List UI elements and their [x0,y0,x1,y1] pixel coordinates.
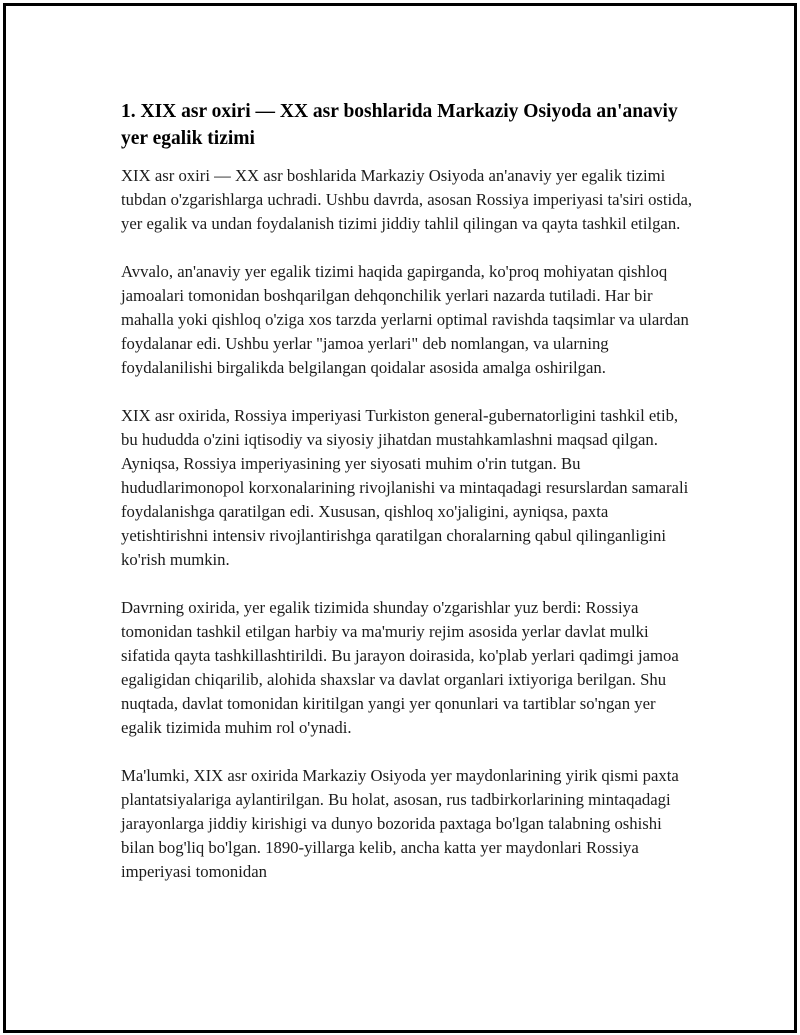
paragraph-3: XIX asr oxirida, Rossiya imperiyasi Turkiston general-gubernatorligini tashkil etib, bu hududda o'zini iqtisodiy va siyosiy jihatdan mustahkamlashni maqsad qilgan. Ayniqsa, Rossiya imperiyasining yer siyosati muhim o'rin tutgan. Bu hududlarimonopol korxonalarining rivojlanishi va mintaqadagi resurslardan samarali foydalanishga qaratilgan edi. Xususan, qishloq xo'jaligini, ayniqsa, paxta yetishtirishni intensiv rivojlantirishga qaratilgan choralarning qabul qilinganligini ko'rish mumkin. [121,406,689,569]
page-frame [3,3,797,1033]
paragraph-4: Davrning oxirida, yer egalik tizimida shunday o'zgarishlar yuz berdi: Rossiya tomonidan tashkil etilgan harbiy va ma'muriy rejim asosida yerlar davlat mulki sifatida qayta tashkillashtirildi. Bu jarayon doirasida, ko'plab yerlari qadimgi jamoa egaligidan chiqarilib, alohida shaxslar va davlat organlari ixtiyoriga berilgan. Shu nuqtada, davlat tomonidan kiritilgan yangi yer qonunlari va tartiblar so'ngan yer egalik tizimida muhim rol o'ynadi. [121,598,679,737]
document-body [121,98,696,908]
paragraph-2: Avvalo, an'anaviy yer egalik tizimi haqida gapirganda, ko'proq mohiyatan qishloq jamoalari tomonidan boshqarilgan dehqonchilik yerlari nazarda tutiladi. Har bir mahalla yoki qishloq o'ziga xos tarzda yerlarni optimal ravishda taqsimlar va ulardan foydalanar edi. Ushbu yerlar "jamoa yerlari" deb nomlangan, va ularning foydalanilishi birgalikda belgilangan qoidalar asosida amalga oshirilgan. [121,262,689,377]
paragraph-5: Ma'lumki, XIX asr oxirida Markaziy Osiyoda yer maydonlarining yirik qismi paxta plantatsiyalariga aylantirilgan. Bu holat, asosan, rus tadbirkorlarining mintaqadagi jarayonlarga jiddiy kirishigi va dunyo bozorida paxtaga bo'lgan talabning oshishi bilan bog'liq bo'lgan. 1890-yillarga kelib, ancha katta yer maydonlari Rossiya imperiyasi tomonidan [121,766,679,881]
paragraph-1: XIX asr oxiri — XX asr boshlarida Markaziy Osiyoda an'anaviy yer egalik tizimi tubdan o'zgarishlarga uchradi. Ushbu davrda, asosan Rossiya imperiyasi ta'siri ostida, yer egalik va undan foydalanish tizimi jiddiy tahlil qilingan va qayta tashkil etilgan. [121,166,693,233]
section-heading: 1. XIX asr oxiri — XX asr boshlarida Markaziy Osiyoda an'anaviy yer egalik tizimi [121,101,678,149]
